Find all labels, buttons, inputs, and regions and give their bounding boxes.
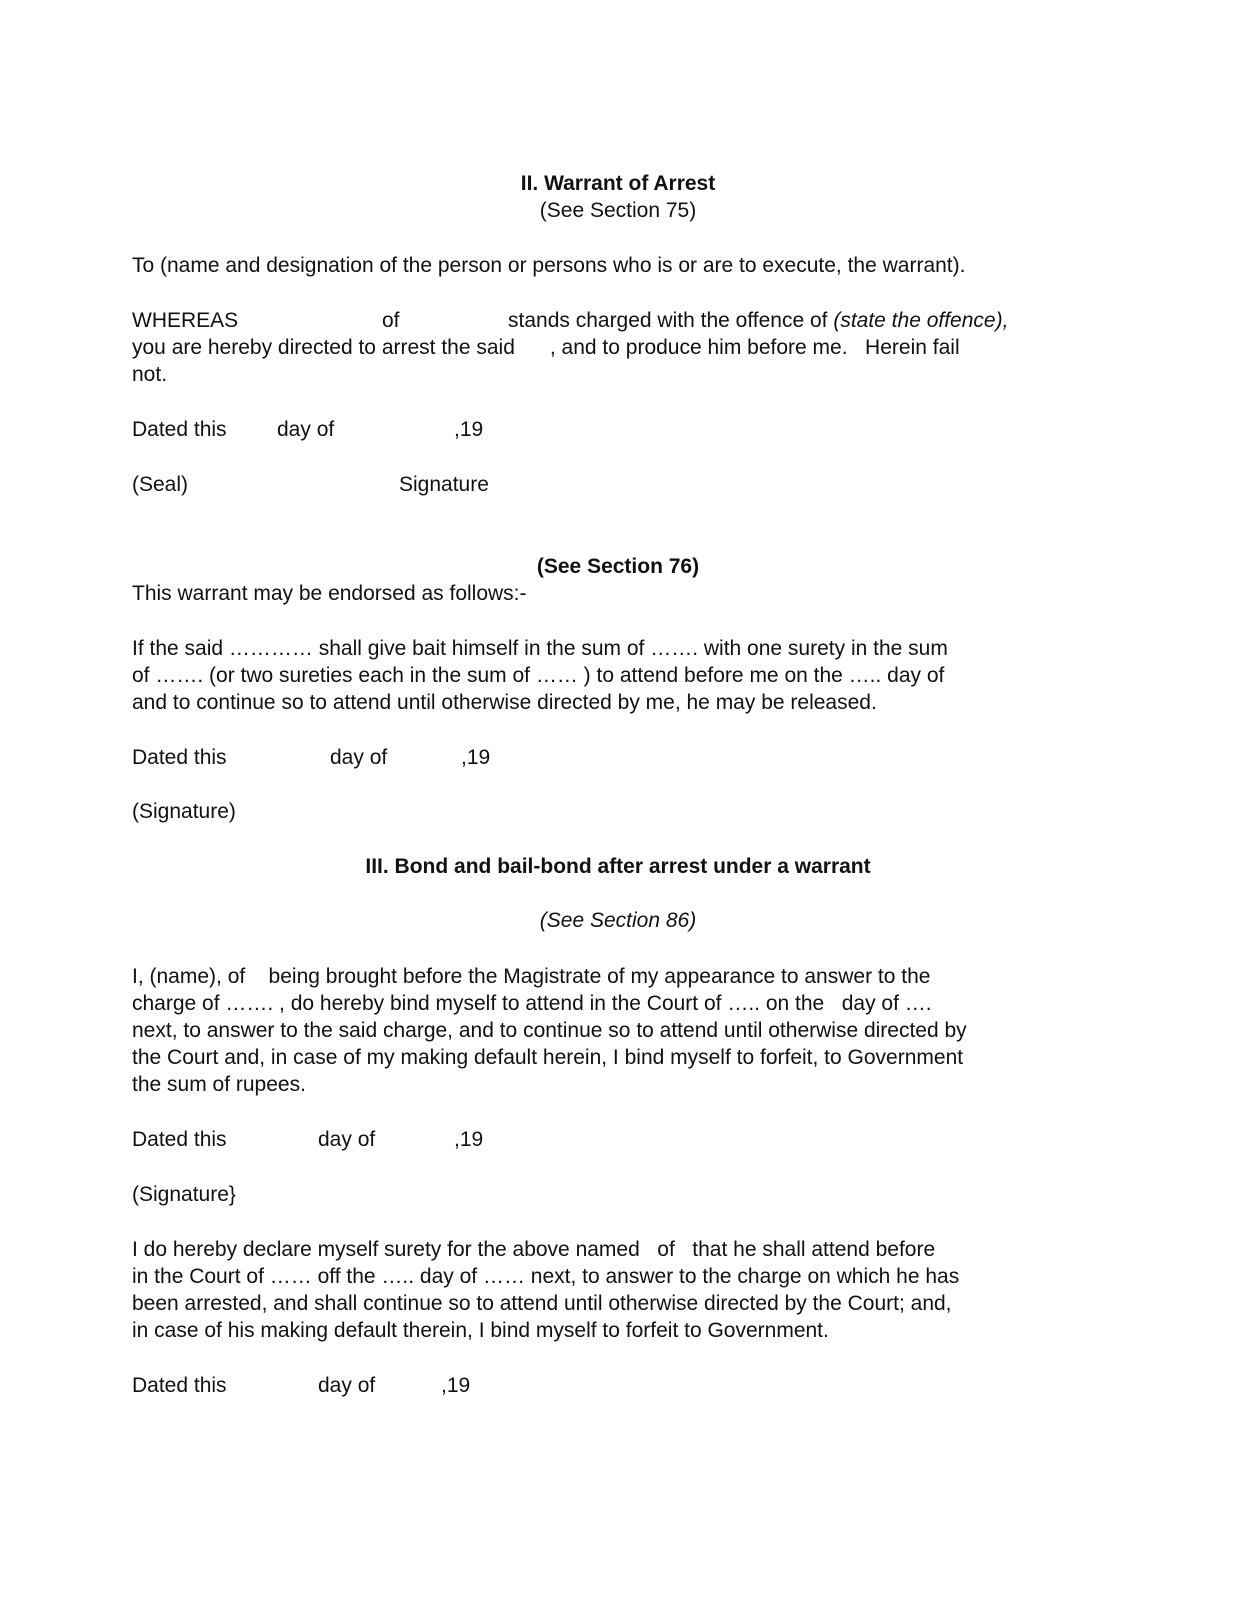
endorsement-signature: (Signature) — [132, 800, 236, 823]
endorsement-line-3: and to continue so to attend until otherwise directed by me, he may be released. — [132, 691, 877, 714]
endorsement-dated-line — [132, 744, 1092, 771]
day-of-label: day of — [318, 1374, 376, 1397]
warrant-line-2: you are hereby directed to arrest the said , and to produce him before me. Herein fail — [132, 336, 960, 359]
warrant-line-3: not. — [132, 363, 168, 386]
dated-this-label: Dated this — [132, 746, 227, 769]
warrant-addressee: To (name and designation of the person or persons who is or are to execute, the warrant). — [132, 254, 966, 277]
dated-this-label: Dated this — [132, 1128, 227, 1151]
year-label: ,19 — [441, 1374, 471, 1397]
warrant-section-ref: (See Section 75) — [539, 199, 697, 222]
signature-label: Signature — [399, 473, 489, 496]
surety-line-3: been arrested, and shall continue so to attend until otherwise directed by the Court; and, — [132, 1292, 952, 1315]
dated-this-label: Dated this — [132, 1374, 227, 1397]
bond-line-3: next, to answer to the said charge, and to continue so to attend until otherwise directed by — [132, 1019, 967, 1042]
year-label: ,19 — [454, 1128, 484, 1151]
bond-line-4: the Court and, in case of my making default herein, I bind myself to forfeit, to Government — [132, 1046, 964, 1069]
dated-this-label: Dated this — [132, 418, 227, 441]
year-label: ,19 — [461, 746, 491, 769]
year-label: ,19 — [454, 418, 484, 441]
charged-phrase: stands charged with the offence of — [508, 309, 834, 332]
day-of-label: day of — [277, 418, 335, 441]
seal-label: (Seal) — [132, 473, 189, 496]
warrant-whereas-line — [132, 307, 1092, 334]
surety-dated-line — [132, 1372, 1092, 1399]
endorsement-line-1: If the said ………… shall give bait himself in the sum of ……. with one surety in the sum — [132, 637, 948, 660]
bond-dated-line — [132, 1126, 1092, 1153]
bond-section-ref: (See Section 86) — [539, 909, 697, 932]
endorsement-line-2: of ……. (or two sureties each in the sum of …… ) to attend before me on the ….. day of — [132, 664, 945, 687]
day-of-label: day of — [318, 1128, 376, 1151]
surety-line-4: in case of his making default therein, I bind myself to forfeit to Government. — [132, 1319, 829, 1342]
surety-line-2: in the Court of …… off the ….. day of …… next, to answer to the charge on which he has — [132, 1265, 960, 1288]
warrant-seal-line — [132, 471, 1092, 498]
bond-title: III. Bond and bail-bond after arrest under a warrant — [365, 855, 871, 878]
bond-line-5: the sum of rupees. — [132, 1073, 306, 1096]
warrant-title: II. Warrant of Arrest — [520, 172, 716, 195]
whereas-word: WHEREAS — [132, 309, 239, 332]
surety-line-1: I do hereby declare myself surety for the above named of that he shall attend before — [132, 1238, 936, 1261]
charged-text — [508, 307, 1008, 334]
warrant-dated-line — [132, 416, 1092, 443]
bond-signature: (Signature} — [132, 1183, 236, 1206]
bond-line-2: charge of ……. , do hereby bind myself to attend in the Court of ….. on the day of …. — [132, 992, 932, 1015]
offence-placeholder: (state the offence), — [833, 309, 1009, 332]
endorsement-intro: This warrant may be endorsed as follows:- — [132, 582, 527, 605]
bond-line-1: I, (name), of being brought before the Magistrate of my appearance to answer to the — [132, 965, 931, 988]
of-word: of — [382, 309, 400, 332]
day-of-label: day of — [330, 746, 388, 769]
endorsement-section-ref: (See Section 76) — [536, 555, 700, 578]
